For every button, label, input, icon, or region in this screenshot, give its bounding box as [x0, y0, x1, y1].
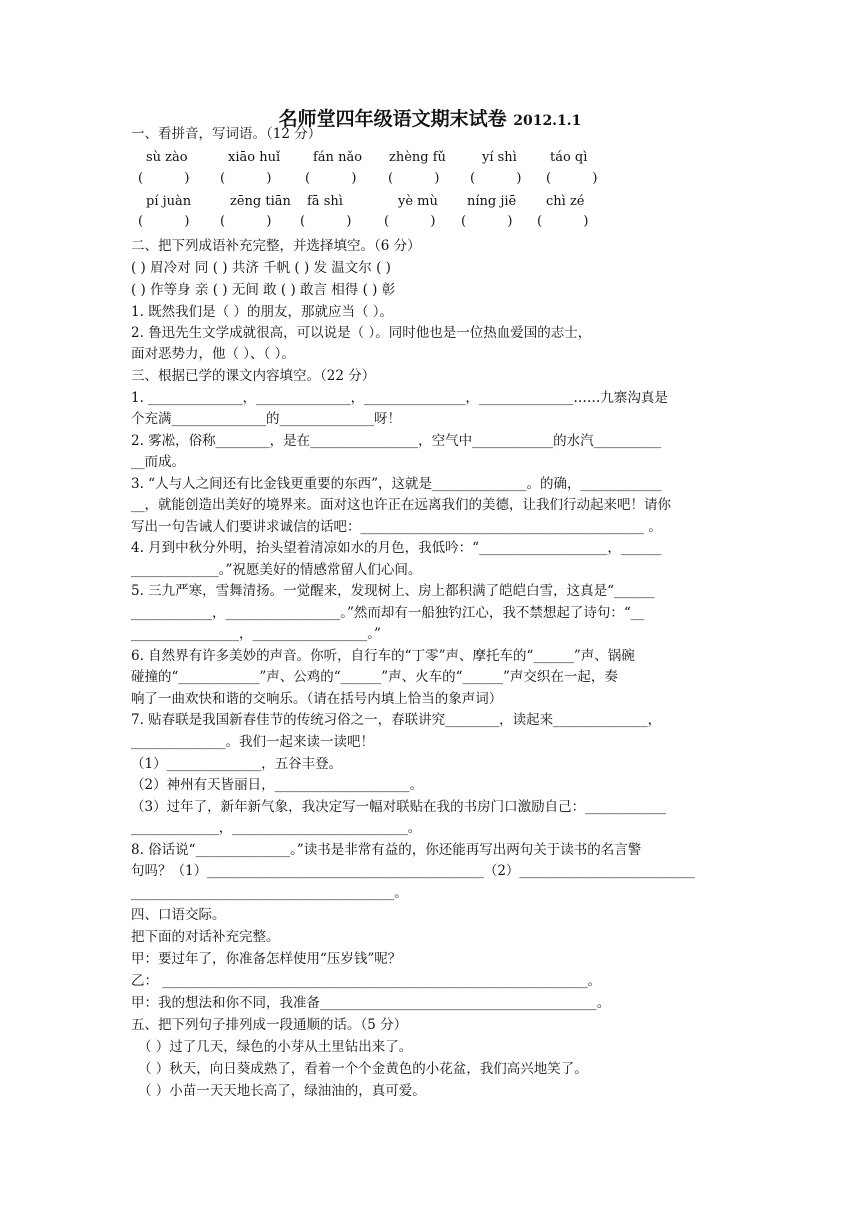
- fill-line-19: （2）神州有天皆丽日，____________________。: [131, 777, 424, 793]
- pinyin-1-3: fán nǎo: [313, 150, 363, 165]
- idiom-question-2a: 2. 鲁迅先生文学成就很高，可以说是（ ）。同时他也是一位热血爱国的志士，: [131, 325, 592, 341]
- pinyin-1-2: xiāo huǐ: [228, 150, 281, 165]
- dialogue-jia-2: 甲：我的想法和你不同，我准备_________________________________________。: [131, 995, 611, 1011]
- fill-line-22: 8. 俗话说“______________。”读书是非常有益的，你还能再写出两句关于读书的名言警: [131, 842, 642, 858]
- answer-box-1-2[interactable]: ( ): [220, 171, 272, 186]
- pinyin-1-1: sù zào: [146, 150, 188, 165]
- fill-line-10: 5. 三九严寒，雪舞清扬。一觉醒来，发现树上、房上都积满了皑皑白雪，这真是“______: [131, 583, 655, 599]
- fill-line-1: 1. ______________，______________，_______________，______________……九寨沟真是: [131, 390, 668, 406]
- order-sentence-c: （ ）小苗一天天地长高了，绿油油的，真可爱。: [138, 1083, 426, 1099]
- dialogue-intro: 把下面的对话补充完整。: [131, 929, 280, 945]
- section-4-heading: 四、口语交际。: [131, 907, 226, 923]
- pinyin-2-5: níng jiē: [467, 194, 517, 209]
- idiom-question-2b: 面对恶势力，他（ ）、（ ）。: [131, 346, 295, 362]
- title-main: 名师堂四年级语文期末试卷: [278, 108, 507, 130]
- fill-line-4: __而成。: [131, 454, 185, 470]
- answer-box-1-6[interactable]: ( ): [546, 171, 598, 186]
- fill-line-24: _______________________________________。: [131, 885, 408, 901]
- pinyin-2-2: zēng tiān: [230, 194, 291, 209]
- pinyin-2-1: pí juàn: [146, 194, 192, 209]
- idiom-row-1: ( ) 眉冷对 同 ( ) 共济 千帆 ( ) 发 温文尔 ( ): [131, 260, 391, 276]
- pinyin-2-6: chì zé: [546, 194, 585, 209]
- fill-line-13: 6. 自然界有许多美妙的声音。你听，自行车的“丁零”声、摩托车的“______”声、锅碗: [131, 648, 635, 664]
- fill-line-17: ______________。我们一起来读一读吧！: [131, 734, 374, 750]
- fill-line-23: 句吗？（1）_________________________________________（2）__________________________: [131, 863, 695, 879]
- answer-box-2-4[interactable]: ( ): [384, 214, 436, 229]
- answer-box-2-2[interactable]: ( ): [220, 214, 272, 229]
- fill-line-8: 4. 月到中秋分外明，抬头望着清凉如水的月色，我低吟：“___________________，______: [131, 540, 662, 556]
- fill-line-9: _____________。”祝愿美好的情感常留人们心间。: [131, 562, 422, 578]
- pinyin-2-4: yè mù: [398, 194, 438, 209]
- section-2-heading: 二、把下列成语补充完整，并选择填空。（6 分）: [131, 238, 421, 254]
- answer-box-2-3[interactable]: ( ): [300, 214, 352, 229]
- order-sentence-b: （ ）秋天，向日葵成熟了，看着一个个金黄色的小花盆，我们高兴地笑了。: [138, 1061, 588, 1077]
- answer-box-1-1[interactable]: ( ): [138, 171, 190, 186]
- fill-line-2: 个充满______________的______________呀！: [131, 411, 401, 427]
- title-date: 2012.1.1: [513, 113, 582, 129]
- fill-line-16: 7. 贴春联是我国新春佳节的传统习俗之一，春联讲究________，读起来______________，: [131, 712, 662, 728]
- dialogue-yi: 乙： _______________________________________________________________。: [131, 973, 602, 989]
- pinyin-2-3: fā shì: [307, 194, 343, 209]
- fill-line-21: _____________，__________________________。: [131, 820, 422, 836]
- fill-line-5: 3. “人与人之间还有比金钱更重要的东西”，这就是______________。的确，____________: [131, 476, 662, 492]
- fill-line-7: 写出一句告诫人们要讲求诚信的话吧：__________________________________________ 。: [131, 519, 662, 535]
- idiom-row-2: ( ) 作等身 亲 ( ) 无间 敢 ( ) 敢言 相得 ( ) 彰: [131, 282, 396, 298]
- fill-line-20: （3）过年了，新年新气象，我决定写一幅对联贴在我的书房门口激励自己：____________: [131, 799, 667, 815]
- fill-line-18: （1）______________，五谷丰登。: [131, 756, 343, 772]
- answer-box-1-5[interactable]: ( ): [470, 171, 522, 186]
- answer-box-1-3[interactable]: ( ): [305, 171, 357, 186]
- section-5-heading: 五、把下列句子排列成一段通顺的话。（5 分）: [131, 1017, 408, 1033]
- pinyin-1-4: zhèng fǔ: [389, 150, 446, 165]
- answer-box-1-4[interactable]: ( ): [388, 171, 440, 186]
- fill-line-12: ________________，_________________。”: [131, 626, 381, 642]
- pinyin-1-5: yí shì: [482, 150, 517, 165]
- fill-line-11: ____________，_________________。”然而却有一船独钓江心，我不禁想起了诗句：“__: [131, 605, 645, 621]
- fill-line-14: 碰撞的“____________”声、公鸡的“______”声、火车的“______”声交织在一起，奏: [131, 669, 618, 685]
- section-3-heading: 三、根据已学的课文内容填空。（22 分）: [131, 368, 376, 384]
- answer-box-2-6[interactable]: ( ): [537, 214, 589, 229]
- fill-line-15: 响了一曲欢快和谐的交响乐。（请在括号内填上恰当的象声词）: [131, 691, 503, 707]
- fill-line-6: __，就能创造出美好的境界来。面对这也许正在远离我们的美德，让我们行动起来吧！请你: [131, 497, 671, 513]
- dialogue-jia-1: 甲：要过年了，你准备怎样使用“压岁钱”呢？: [131, 951, 402, 967]
- pinyin-1-6: táo qì: [550, 150, 588, 165]
- answer-box-2-1[interactable]: ( ): [138, 214, 190, 229]
- order-sentence-a: （ ）过了几天，绿色的小芽从土里钻出来了。: [138, 1039, 413, 1055]
- answer-box-2-5[interactable]: ( ): [461, 214, 513, 229]
- section-1-heading: 一、看拼音，写词语。（12 分）: [131, 126, 322, 142]
- fill-line-3: 2. 雾凇，俗称________，是在________________，空气中____________的水汽__________: [131, 433, 662, 449]
- idiom-question-1: 1. 既然我们是（ ）的朋友，那就应当（ ）。: [131, 304, 394, 320]
